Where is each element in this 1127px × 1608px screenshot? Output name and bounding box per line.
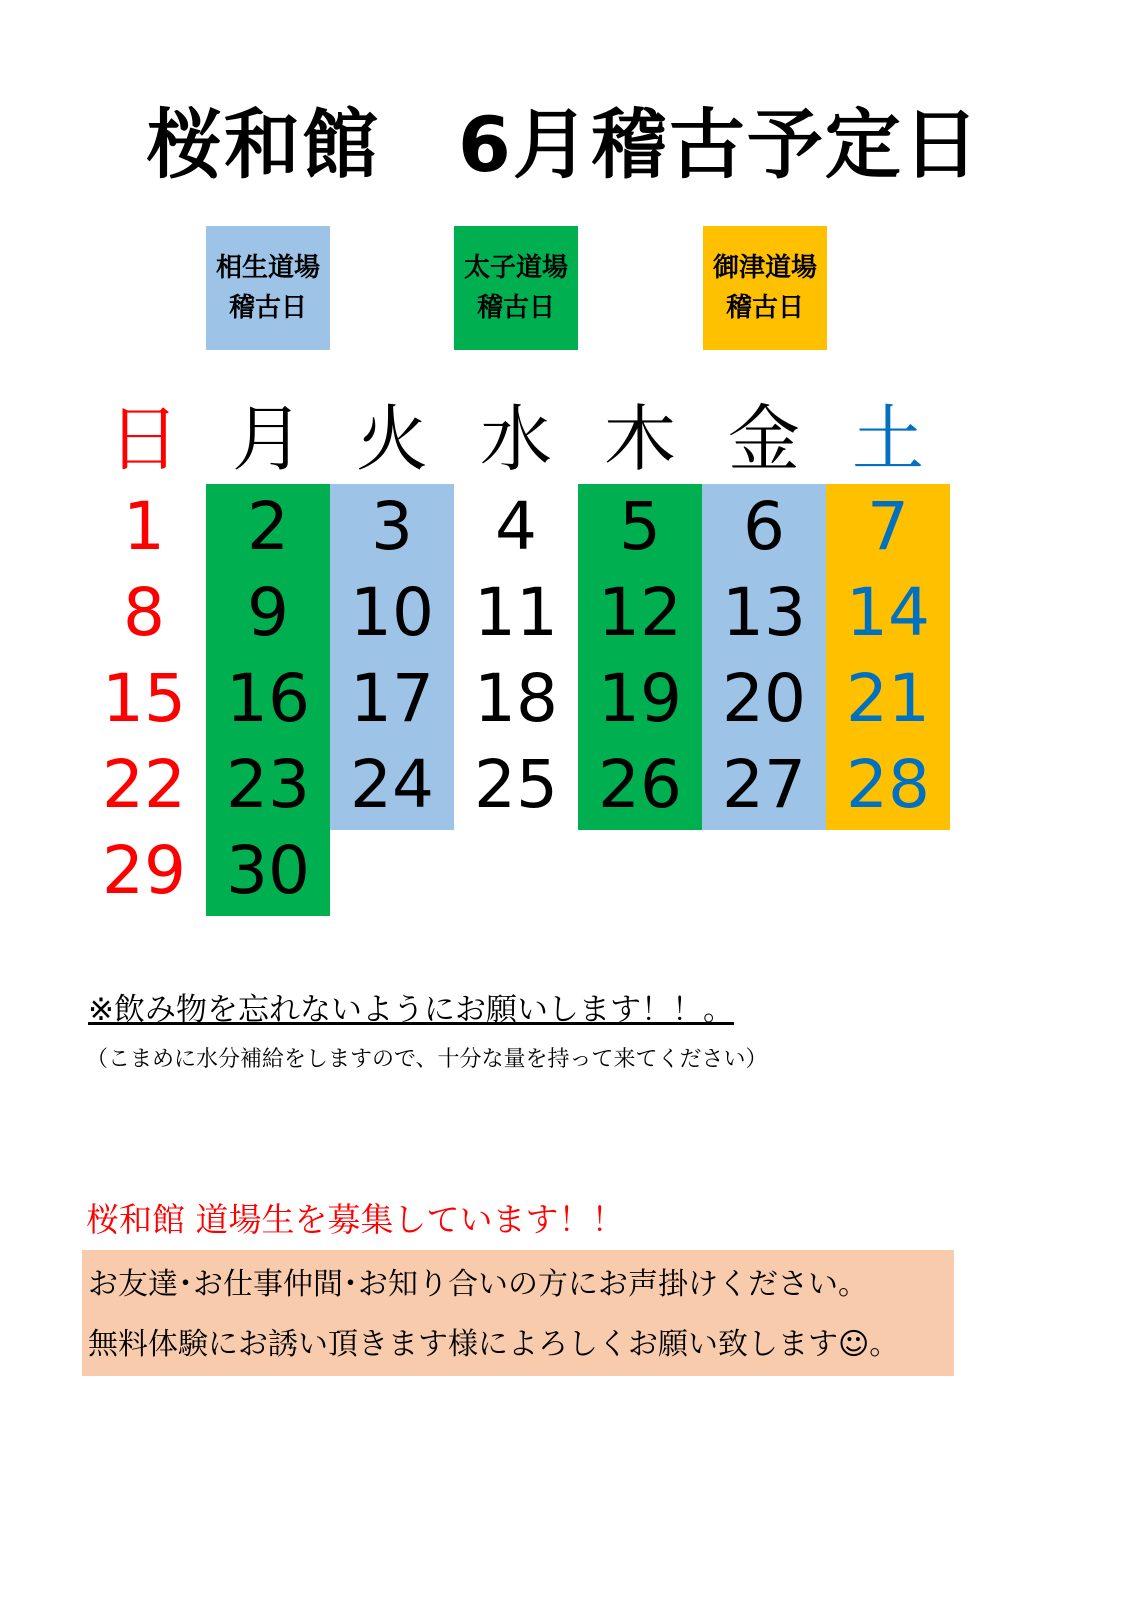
day-cell: 5 <box>619 488 661 565</box>
legend-mitsu-line1: 御津道場 <box>712 253 817 283</box>
legend-taishi-dojo <box>454 226 578 350</box>
recruit-line-2: 無料体験にお誘い頂きます様によろしくお願い致します☺。 <box>88 1327 900 1362</box>
day-cell: 18 <box>474 660 558 737</box>
page-title: 桜和館 6月稽古予定日 <box>146 100 981 189</box>
day-cell: 25 <box>474 746 558 823</box>
day-cell: 23 <box>226 746 310 823</box>
day-cell: 7 <box>867 488 909 565</box>
day-cell: 16 <box>226 660 310 737</box>
legend-aioi-dojo <box>206 226 330 350</box>
legend-mitsu-line2: 稽古日 <box>725 293 804 323</box>
day-cell: 4 <box>495 488 537 565</box>
legend-aioi-line2: 稽古日 <box>228 293 307 323</box>
day-cell: 8 <box>123 574 165 651</box>
day-cell: 9 <box>247 574 289 651</box>
day-cell: 30 <box>226 832 310 909</box>
recruit-line-1: お友達･お仕事仲間･お知り合いの方にお声掛けください。 <box>88 1267 868 1302</box>
day-cell: 6 <box>743 488 785 565</box>
day-cell: 10 <box>350 574 434 651</box>
drink-reminder-detail: （こまめに水分補給をしますので、十分な量を持って来てください） <box>86 1047 768 1072</box>
day-cell: 2 <box>247 488 289 565</box>
day-cell: 14 <box>846 574 930 651</box>
weekday-thu: 木 <box>603 397 676 481</box>
day-cell: 15 <box>102 660 186 737</box>
day-cell: 29 <box>102 832 186 909</box>
day-cell: 17 <box>350 660 434 737</box>
day-cell: 26 <box>598 746 682 823</box>
recruit-info-box <box>82 1250 954 1376</box>
day-cell: 19 <box>598 660 682 737</box>
legend-aioi-line1: 相生道場 <box>215 253 320 283</box>
weekday-tue: 火 <box>355 397 428 481</box>
day-cell: 20 <box>722 660 806 737</box>
drink-reminder: ※飲み物を忘れないようにお願いします！！。 <box>88 992 734 1028</box>
day-cell: 28 <box>846 746 930 823</box>
legend-taishi-line1: 太子道場 <box>463 253 568 283</box>
weekday-sun: 日 <box>107 397 180 481</box>
legend-taishi-line2: 稽古日 <box>476 293 555 323</box>
day-cell: 1 <box>123 488 165 565</box>
day-cell: 24 <box>350 746 434 823</box>
day-cell: 12 <box>598 574 682 651</box>
weekday-wed: 水 <box>479 397 552 481</box>
recruit-heading: 桜和館 道場生を募集しています！！ <box>86 1200 625 1239</box>
day-cell: 3 <box>371 488 413 565</box>
day-cell: 21 <box>846 660 930 737</box>
weekday-sat: 土 <box>851 397 924 481</box>
day-cell: 22 <box>102 746 186 823</box>
legend-mitsu-dojo <box>703 226 827 350</box>
weekday-fri: 金 <box>727 397 800 481</box>
day-cell: 13 <box>722 574 806 651</box>
weekday-mon: 月 <box>231 397 304 481</box>
day-cell: 27 <box>722 746 806 823</box>
day-cell: 11 <box>474 574 558 651</box>
